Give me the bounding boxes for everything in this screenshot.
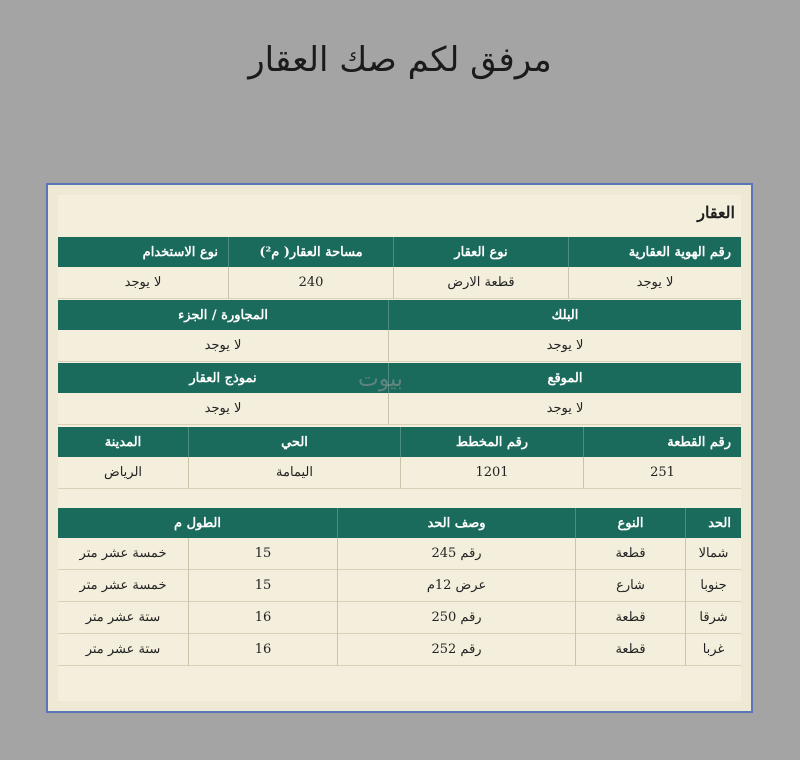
plot-value-row — [58, 457, 741, 489]
header-property-id: رقم الهوية العقارية — [568, 237, 741, 267]
header-usage-type: نوع الاستخدام — [142, 244, 218, 260]
deed-image-frame — [46, 183, 753, 713]
boundary-type: شارع — [575, 570, 685, 602]
boundary-type: قطعة — [575, 538, 685, 570]
header-plan-number: رقم المخطط — [400, 427, 583, 457]
value-location: لا يوجد — [388, 393, 741, 425]
boundary-length-words: خمسة عشر متر — [58, 538, 188, 570]
boundary-direction: جنوبا — [685, 570, 741, 602]
location-value-row — [58, 393, 741, 425]
header-property-model: نموذج العقار — [189, 370, 257, 386]
property-header-row — [58, 237, 741, 267]
value-plot-number: 251 — [583, 457, 741, 489]
value-property-id: لا يوجد — [568, 267, 741, 299]
boundary-type: قطعة — [575, 634, 685, 666]
plot-header-row — [58, 427, 741, 457]
boundary-row — [58, 538, 741, 570]
header-location: الموقع — [388, 363, 741, 393]
deed-document — [58, 195, 741, 701]
header-city: المدينة — [104, 434, 142, 450]
header-block: البلك — [388, 300, 741, 330]
boundary-direction: غربا — [685, 634, 741, 666]
section-title: العقار — [697, 203, 735, 222]
boundary-direction: شرقا — [685, 602, 741, 634]
boundary-row — [58, 602, 741, 634]
boundary-description: رقم 245 — [337, 538, 575, 570]
header-property-type: نوع العقار — [393, 237, 568, 267]
boundary-length-words: ستة عشر متر — [58, 602, 188, 634]
boundary-description: عرض 12م — [337, 570, 575, 602]
header-boundary-type: النوع — [575, 508, 685, 538]
value-plan-number: 1201 — [400, 457, 583, 489]
boundary-length-words: خمسة عشر متر — [58, 570, 188, 602]
watermark-logo: بيوت — [358, 367, 403, 392]
boundary-row — [58, 634, 741, 666]
block-value-row — [58, 330, 741, 362]
header-neighborhood-part: المجاورة / الجزء — [178, 307, 268, 323]
value-property-model: لا يوجد — [58, 393, 388, 425]
value-usage-type: لا يوجد — [58, 267, 228, 299]
boundary-direction: شمالا — [685, 538, 741, 570]
boundary-length: 15 — [188, 538, 337, 570]
page-title: مرفق لكم صك العقار — [248, 40, 552, 80]
value-block: لا يوجد — [388, 330, 741, 362]
value-district: اليمامة — [188, 457, 400, 489]
boundary-length: 15 — [188, 570, 337, 602]
boundary-description: رقم 252 — [337, 634, 575, 666]
value-neighborhood-part: لا يوجد — [58, 330, 388, 362]
boundary-type: قطعة — [575, 602, 685, 634]
header-boundary-description: وصف الحد — [337, 508, 575, 538]
value-property-type: قطعة الارض — [393, 267, 568, 299]
header-district: الحي — [188, 427, 400, 457]
header-boundary: الحد — [685, 508, 741, 538]
boundary-description: رقم 250 — [337, 602, 575, 634]
header-area: مساحة العقار( م²) — [228, 237, 393, 267]
boundaries-header-row — [58, 508, 741, 538]
boundary-length: 16 — [188, 634, 337, 666]
value-area: 240 — [228, 267, 393, 299]
boundary-length-words: ستة عشر متر — [58, 634, 188, 666]
property-value-row — [58, 267, 741, 299]
header-plot-number: رقم القطعة — [583, 427, 741, 457]
boundary-row — [58, 570, 741, 602]
value-city: الرياض — [58, 457, 188, 489]
block-header-row — [58, 300, 741, 330]
header-length: الطول م — [174, 515, 221, 531]
boundary-length: 16 — [188, 602, 337, 634]
